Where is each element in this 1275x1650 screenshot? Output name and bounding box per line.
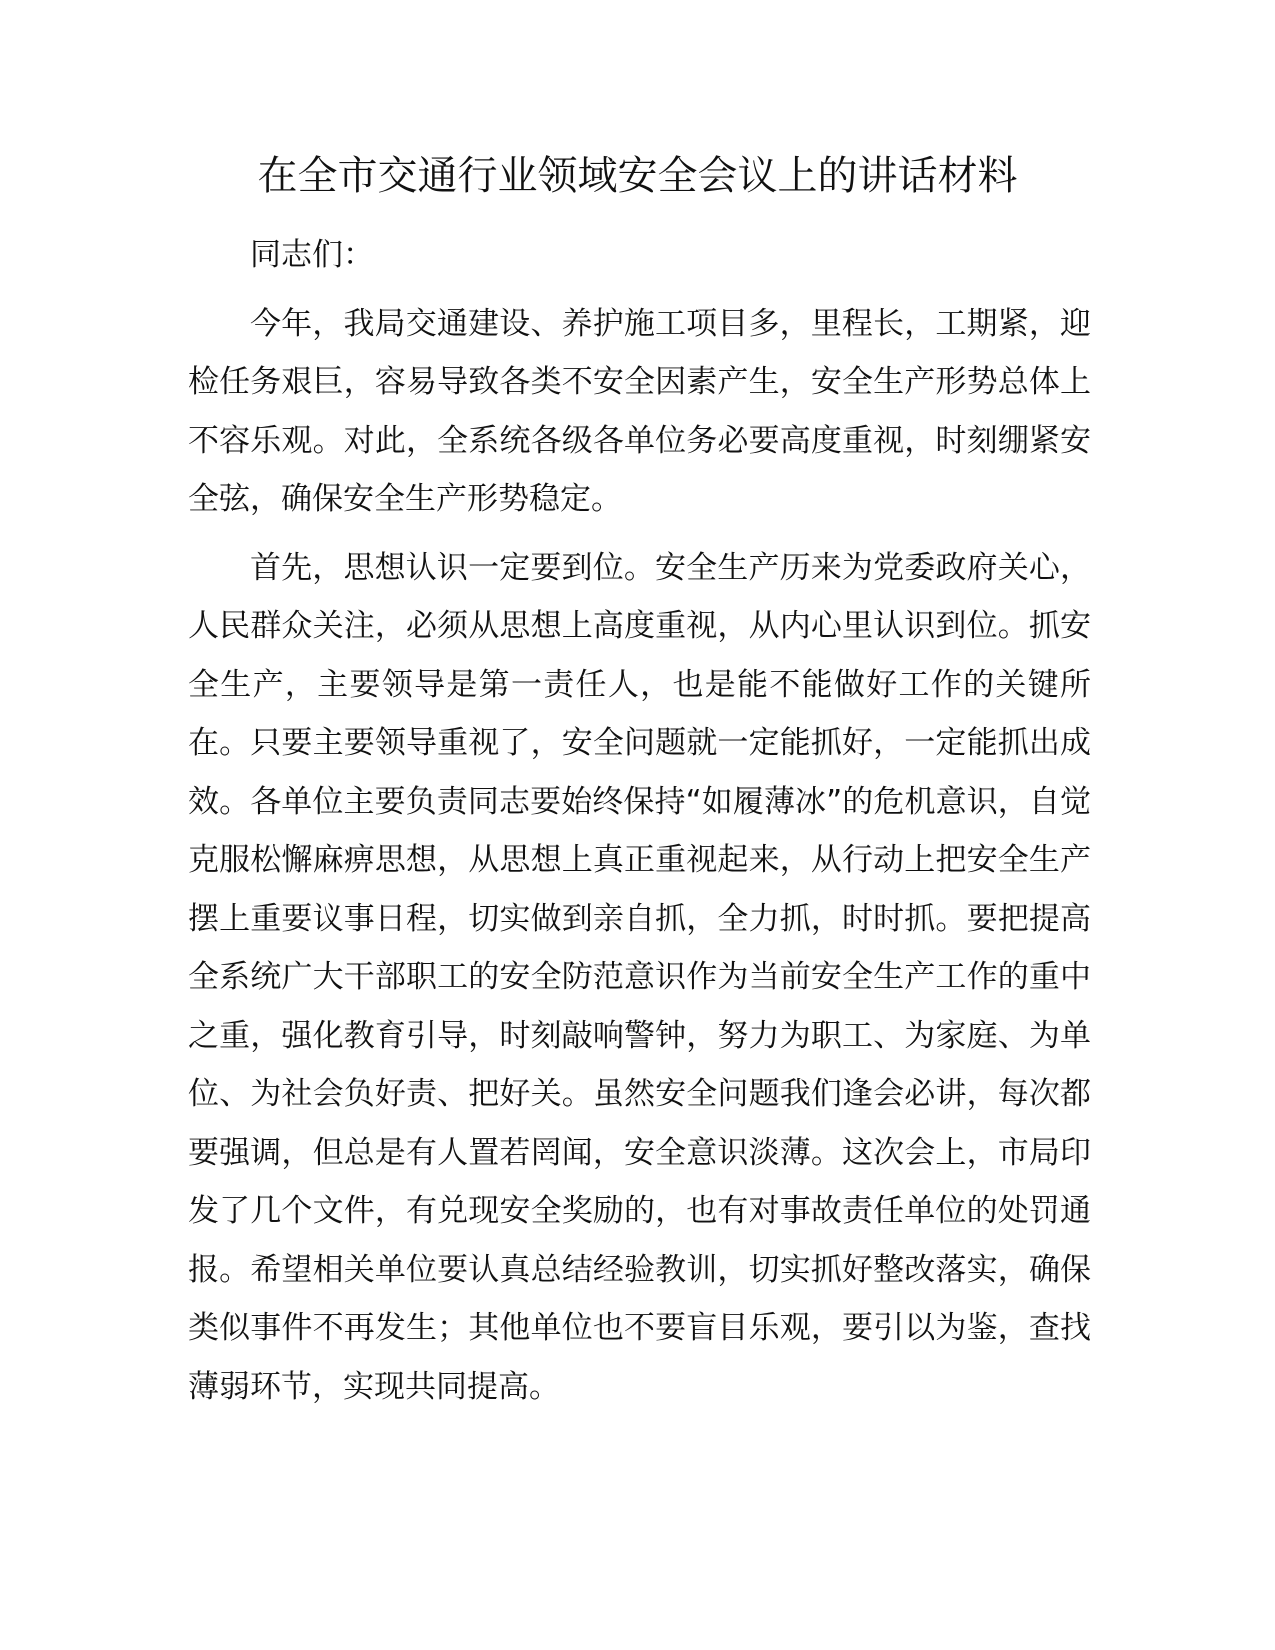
- document-title: 在全市交通行业领域安全会议上的讲话材料: [257, 153, 1018, 199]
- paragraph-1: 今年，我局交通建设、养护施工项目多，里程长，工期紧，迎检任务艰巨，容易导致各类不安全因素产生，安全生产形势总体上不容乐观。对此，全系统各级各单位务必要高度重视，时刻绷紧安全弦，确保安全生产形势稳定。: [188, 305, 1091, 517]
- document-body: [188, 226, 1091, 1416]
- greeting: 同志们：: [250, 237, 374, 273]
- paragraph-2: 首先，思想认识一定要到位。安全生产历来为党委政府关心，人民群众关注，必须从思想上高度重视，从内心里认识到位。抓安全生产，主要领导是第一责任人，也是能不能做好工作的关键所在。只要主要领导重视了，安全问题就一定能抓好，一定能抓出成效。各单位主要负责同志要始终保持“如履薄冰”的危机意识，自觉克服松懈麻痹思想，从思想上真正重视起来，从行动上把安全生产摆上重要议事日程，切实做到亲自抓，全力抓，时时抓。要把提高全系统广大干部职工的安全防范意识作为当前安全生产工作的重中之重，强化教育引导，时刻敲响警钟，努力为职工、为家庭、为单位、为社会负好责、把好关。虽然安全问题我们逢会必讲，每次都要强调，但总是有人置若罔闻，安全意识淡薄。这次会上，市局印发了几个文件，有兑现安全奖励的，也有对事故责任单位的处罚通报。希望相关单位要认真总结经验教训，切实抓好整改落实，确保类似事件不再发生；其他单位也不要盲目乐观，要引以为鉴，查找薄弱环节，实现共同提高。: [188, 549, 1091, 1405]
